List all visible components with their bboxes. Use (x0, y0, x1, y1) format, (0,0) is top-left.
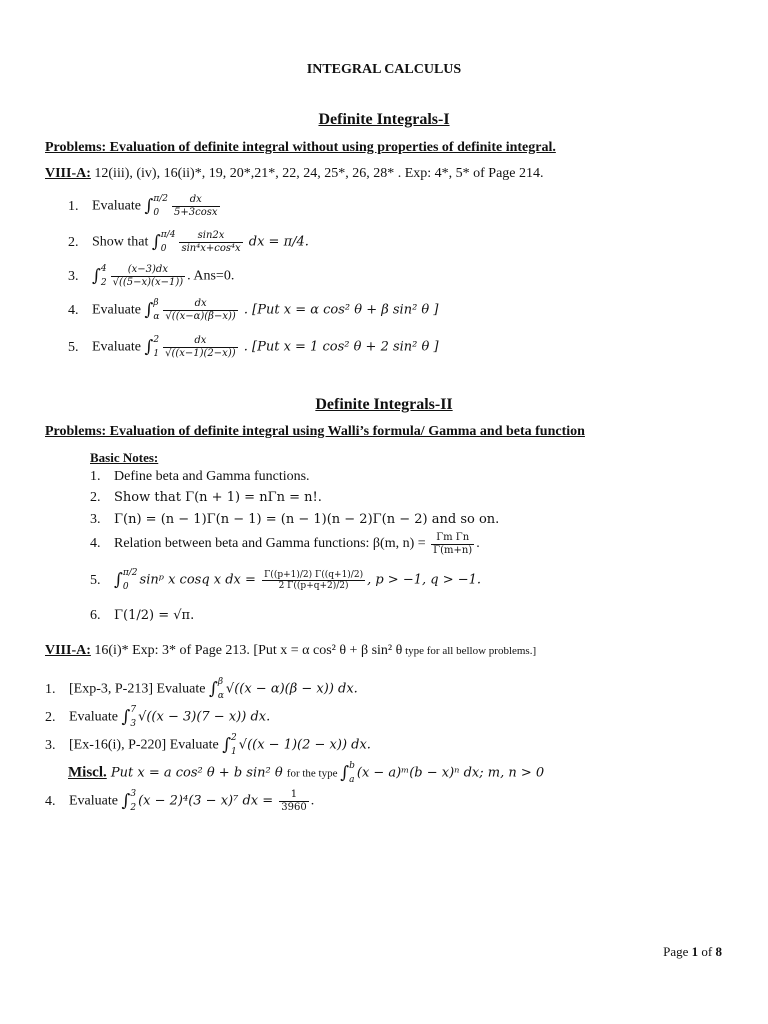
problems-heading-2: Problems: Evaluation of definite integral using Walli’s formula/ Gamma and beta function (45, 424, 585, 439)
item-tail: . (310, 793, 315, 809)
item-number: 3. (45, 737, 56, 753)
section-title-2: Definite Integrals-II (315, 396, 453, 413)
lower-limit: 1 (153, 349, 160, 360)
integrand: sinᵖ x cosq x dx = (139, 572, 261, 588)
note-number: 2. (90, 490, 101, 505)
footer-page-number: 1 (691, 944, 699, 959)
item-lead: Evaluate (92, 339, 145, 355)
footer-of-word: of (698, 944, 716, 959)
limits (153, 296, 159, 325)
problem-1-2 (68, 228, 309, 257)
page-footer (663, 944, 722, 960)
note-number: 5. (90, 572, 101, 588)
fraction (163, 335, 238, 359)
document-title: INTEGRAL CALCULUS (306, 62, 462, 77)
problem-2-2 (45, 703, 270, 732)
upper-limit: 7 (130, 705, 137, 715)
problem-2-1 (45, 675, 358, 704)
problem-1-4 (68, 296, 438, 325)
item-lead: Evaluate (69, 793, 122, 809)
problems-heading-1: Problems: Evaluation of definite integral without using properties of definite integral. (45, 140, 556, 155)
item-lead: Evaluate (92, 302, 145, 318)
upper-limit: β (153, 298, 159, 308)
note-number: 6. (90, 608, 101, 623)
note-text: Γ(n) = (n − 1)Γ(n − 1) = (n − 1)(n − 2)Γ(n − 2) and so on. (114, 512, 500, 527)
item-number: 1. (45, 681, 56, 697)
integrand: (x − a)ᵐ(b − x)ⁿ dx; m, n > 0 (356, 765, 545, 781)
note-number: 3. (90, 512, 101, 527)
item-lead: Evaluate (69, 709, 122, 725)
item-tail: . [Put x = 1 cos² θ + 2 sin² θ ] (239, 339, 439, 355)
denominator: √((x−α)(β−x)) (165, 310, 236, 322)
integral-sign-icon: ∫ (114, 570, 123, 591)
limits (218, 675, 224, 704)
item-tail: . Ans=0. (187, 268, 235, 284)
numerator: Γm Γn (436, 532, 470, 543)
lower-limit: 2 (100, 278, 107, 289)
item-lead: [Exp-3, P-213] Evaluate (69, 681, 209, 697)
limits (153, 192, 168, 221)
note-tail: . (476, 536, 480, 552)
viii-text: 16(i)* Exp: 3* of Page 213. [Put x = α cos² θ + β sin² θ (90, 643, 403, 658)
denominator: 2 Γ((p+q+2)/2) (262, 580, 365, 591)
upper-limit: b (349, 761, 355, 771)
item-number: 5. (68, 339, 79, 355)
fraction (172, 194, 220, 218)
problem-1-5 (68, 333, 439, 362)
miscl-line (68, 759, 544, 788)
limits (153, 333, 159, 362)
viii-line-1 (45, 166, 544, 182)
lower-limit: 0 (122, 582, 129, 593)
fraction (262, 570, 365, 592)
item-number: 2. (68, 234, 79, 250)
integral-sign-icon: ∫ (340, 763, 350, 784)
lower-limit: 2 (130, 803, 137, 814)
lower-limit: α (217, 691, 224, 702)
numerator: (x−3)dx (127, 264, 168, 276)
integral-sign-icon: ∫ (222, 735, 232, 756)
problem-1-1 (68, 192, 222, 221)
viii-small-text: type for all bellow problems.] (402, 645, 537, 657)
numerator: Γ((p+1)/2) Γ((q+1)/2) (264, 569, 364, 580)
upper-limit: 4 (100, 264, 107, 274)
limits (349, 759, 355, 788)
denominator: √((x−1)(2−x)) (165, 347, 236, 359)
limits (123, 566, 138, 595)
item-number: 4. (68, 302, 79, 318)
integral-sign-icon: ∫ (121, 791, 131, 812)
integral-sign-icon: ∫ (92, 266, 101, 287)
integrand: √((x − 3)(7 − x)) dx. (138, 709, 271, 725)
integral-sign-icon: ∫ (151, 232, 161, 253)
basic-notes-heading: Basic Notes: (90, 450, 159, 465)
integral-sign-icon: ∫ (144, 337, 154, 358)
note-text: Γ(1/2) = √π. (114, 608, 195, 623)
upper-limit: β (217, 677, 224, 687)
note-tail: , p > −1, q > −1. (367, 572, 482, 588)
note-2 (90, 490, 322, 506)
viii-text: 12(iii), (iv), 16(ii)*, 19, 20*,21*, 22, 24, 25*, 26, 28* . Exp: 4*, 5* of Page 214. (90, 166, 544, 181)
note-text: Relation between beta and Gamma functions: β(m, n) = (114, 536, 430, 552)
upper-limit: 2 (153, 335, 160, 345)
limits (130, 787, 136, 816)
fraction (111, 264, 186, 288)
numerator: sin2x (197, 230, 225, 242)
fraction (179, 230, 242, 254)
viii-line-2 (45, 643, 536, 659)
lower-limit: 3 (130, 719, 137, 730)
note-6 (90, 608, 194, 624)
miscl-label: Miscl. (68, 764, 107, 781)
denominator: √((5−x)(x−1)) (112, 276, 184, 288)
limits (231, 731, 237, 760)
lower-limit: α (153, 312, 160, 323)
note-text: Show that Γ(n + 1) = nΓn = n!. (114, 490, 322, 505)
viii-label: VIII-A: (45, 166, 91, 181)
lower-limit: 1 (231, 747, 237, 758)
item-lead: [Ex-16(i), P-220] Evaluate (69, 737, 223, 753)
numerator: dx (189, 194, 202, 206)
upper-limit: π/2 (153, 194, 169, 204)
item-lead: Show that (92, 234, 152, 250)
numerator: dx (194, 335, 207, 347)
denominator: 5+3cosx (174, 206, 218, 218)
miscl-small-text: for the type (286, 767, 341, 780)
item-number: 2. (45, 709, 56, 725)
item-number: 3. (68, 268, 79, 284)
miscl-text: Put x = a cos² θ + b sin² θ (106, 765, 287, 781)
numerator: dx (194, 298, 207, 310)
note-3 (90, 512, 499, 528)
integrand: √((x − α)(β − x)) dx. (225, 681, 358, 697)
problem-2-4 (45, 787, 314, 816)
footer-page-word: Page (663, 944, 692, 959)
note-5 (90, 566, 481, 595)
upper-limit: 2 (231, 733, 237, 743)
integral-sign-icon: ∫ (144, 196, 154, 217)
note-number: 1. (90, 469, 101, 484)
section-title-1: Definite Integrals-I (318, 111, 450, 128)
note-1 (90, 469, 310, 485)
upper-limit: 3 (130, 789, 137, 799)
upper-limit: π/2 (122, 568, 138, 578)
note-4 (90, 532, 480, 556)
item-tail: dx = π/4. (244, 234, 309, 250)
limits (130, 703, 136, 732)
denominator: sin⁴x+cos⁴x (181, 242, 241, 254)
upper-limit: π/4 (160, 230, 176, 240)
item-number: 4. (45, 793, 56, 809)
fraction (431, 532, 474, 556)
fraction (163, 298, 237, 322)
integral-sign-icon: ∫ (121, 707, 131, 728)
item-number: 1. (68, 198, 79, 214)
problem-1-3 (68, 262, 234, 291)
limits (161, 228, 176, 257)
integrand: √((x − 1)(2 − x)) dx. (238, 737, 371, 753)
denominator: Γ(m+n) (433, 544, 473, 556)
numerator: 1 (290, 789, 298, 801)
denominator: 3960 (281, 801, 307, 813)
footer-total-pages: 8 (715, 944, 722, 959)
fraction (279, 789, 308, 813)
limits (101, 262, 107, 291)
lower-limit: 0 (160, 244, 167, 255)
note-number: 4. (90, 536, 101, 552)
item-lead: Evaluate (92, 198, 145, 214)
note-text: Define beta and Gamma functions. (114, 469, 310, 484)
lower-limit: a (349, 775, 355, 786)
item-tail: . [Put x = α cos² θ + β sin² θ ] (239, 302, 439, 318)
integrand: (x − 2)⁴(3 − x)⁷ dx = (138, 793, 278, 809)
viii-label: VIII-A: (45, 643, 91, 658)
integral-sign-icon: ∫ (208, 679, 218, 700)
integral-sign-icon: ∫ (144, 300, 154, 321)
problem-2-3 (45, 731, 371, 760)
lower-limit: 0 (153, 208, 160, 219)
